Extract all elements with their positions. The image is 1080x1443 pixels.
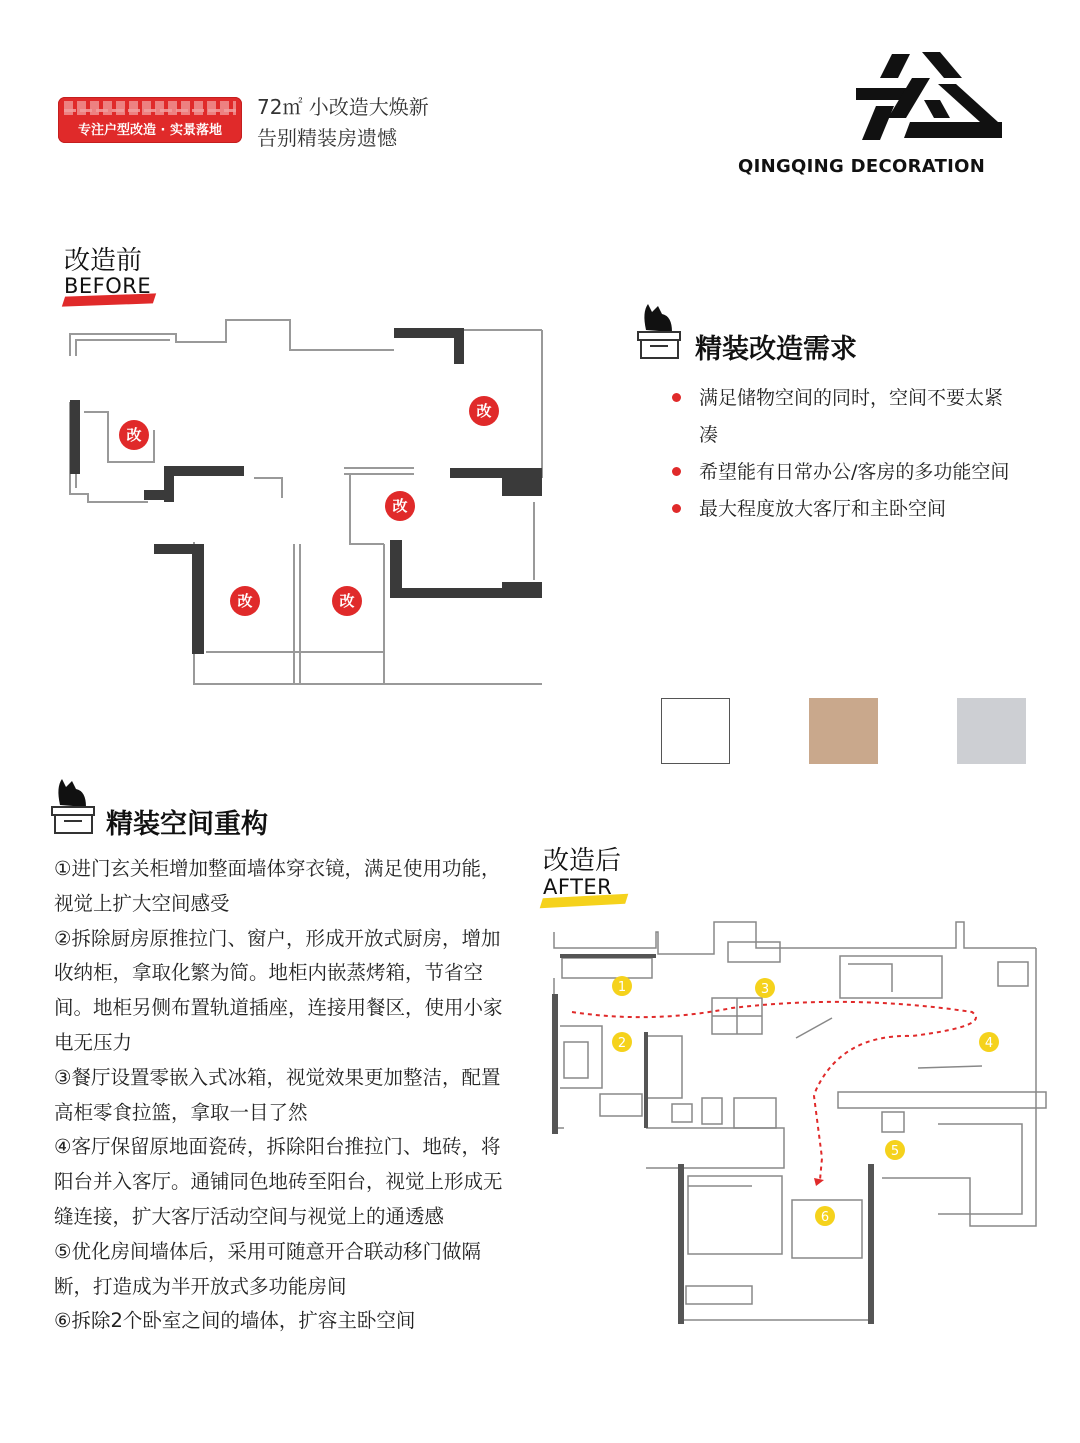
- requirements-title: 精装改造需求: [695, 334, 857, 365]
- change-marker-label: 改: [126, 426, 142, 444]
- after-marker-1-label: 1: [617, 980, 627, 995]
- bullet-dot: [672, 467, 681, 476]
- before-label-en: BEFORE: [64, 274, 152, 298]
- restructure-item-6: ⑥拆除2个卧室之间的墙体，扩容主卧空间: [54, 1309, 416, 1333]
- after-label-cn: 改造后: [543, 846, 622, 876]
- palette-swatch-grey: [957, 698, 1026, 764]
- badge-fine-print: [64, 101, 236, 115]
- after-marker-4-label: 4: [984, 1036, 994, 1051]
- palette-swatch-tan: [809, 698, 878, 764]
- restructure-item-3: ③餐厅设置零嵌入式冰箱，视觉效果更加整洁，配置高柜零食拉篮，拿取一目了然: [54, 1065, 501, 1124]
- requirement-item: 希望能有日常办公/客房的多功能空间: [672, 454, 1012, 491]
- change-marker-label: 改: [392, 497, 408, 515]
- restructure-title: 精装空间重构: [106, 809, 268, 840]
- requirements-list: [672, 380, 1012, 528]
- before-change-markers: [119, 396, 499, 616]
- after-label-en: AFTER: [543, 875, 613, 899]
- brand-badge: [58, 97, 242, 143]
- bullet-dot: [672, 504, 681, 513]
- change-marker-label: 改: [237, 592, 253, 610]
- after-marker-5-label: 5: [890, 1144, 900, 1159]
- after-marker-2-label: 2: [617, 1036, 627, 1051]
- before-floor-plan: [64, 312, 544, 687]
- after-marker-3-label: 3: [760, 982, 770, 997]
- headline-line-1: 72㎡ 小改造大焕新: [257, 95, 429, 119]
- brand-name: QINGQING DECORATION: [738, 156, 986, 177]
- headline-line-2: 告别精装房遗憾: [257, 126, 397, 150]
- headline: [257, 92, 429, 154]
- restructure-text: [54, 852, 518, 1339]
- before-label-cn: 改造前: [64, 246, 143, 276]
- badge-label: 专注户型改造 · 实景落地: [78, 123, 222, 138]
- palette-swatch-white: [661, 698, 730, 764]
- change-marker-label: 改: [339, 592, 355, 610]
- restructure-item-4: ④客厅保留原地面瓷砖，拆除阳台推拉门、地砖，将阳台并入客厅。通铺同色地砖至阳台，视觉上形成无缝连接，扩大客厅活动空间与视觉上的通透感: [54, 1135, 503, 1228]
- cat-box-icon: [636, 300, 686, 360]
- requirement-item: 最大程度放大客厅和主卧空间: [672, 491, 1012, 528]
- restructure-item-5: ⑤优化房间墙体后，采用可随意开合联动移门做隔断，打造成为半开放式多功能房间: [54, 1239, 481, 1298]
- after-floor-plan: [552, 918, 1052, 1328]
- change-marker-label: 改: [476, 402, 492, 420]
- cat-box-icon: [50, 775, 100, 835]
- after-marker-6-label: 6: [820, 1210, 830, 1225]
- brand-logo: [852, 48, 1004, 148]
- requirement-item: 满足储物空间的同时，空间不要太紧凑: [672, 380, 1012, 454]
- restructure-item-2: ②拆除厨房原推拉门、窗户，形成开放式厨房，增加收纳柜，拿取化繁为简。地柜内嵌蒸烤箱，节省空间。地柜另侧布置轨道插座，连接用餐区，使用小家电无压力: [54, 926, 503, 1054]
- restructure-item-1: ①进门玄关柜增加整面墙体穿衣镜，满足使用功能，视觉上扩大空间感受: [54, 857, 501, 915]
- bullet-dot: [672, 393, 681, 402]
